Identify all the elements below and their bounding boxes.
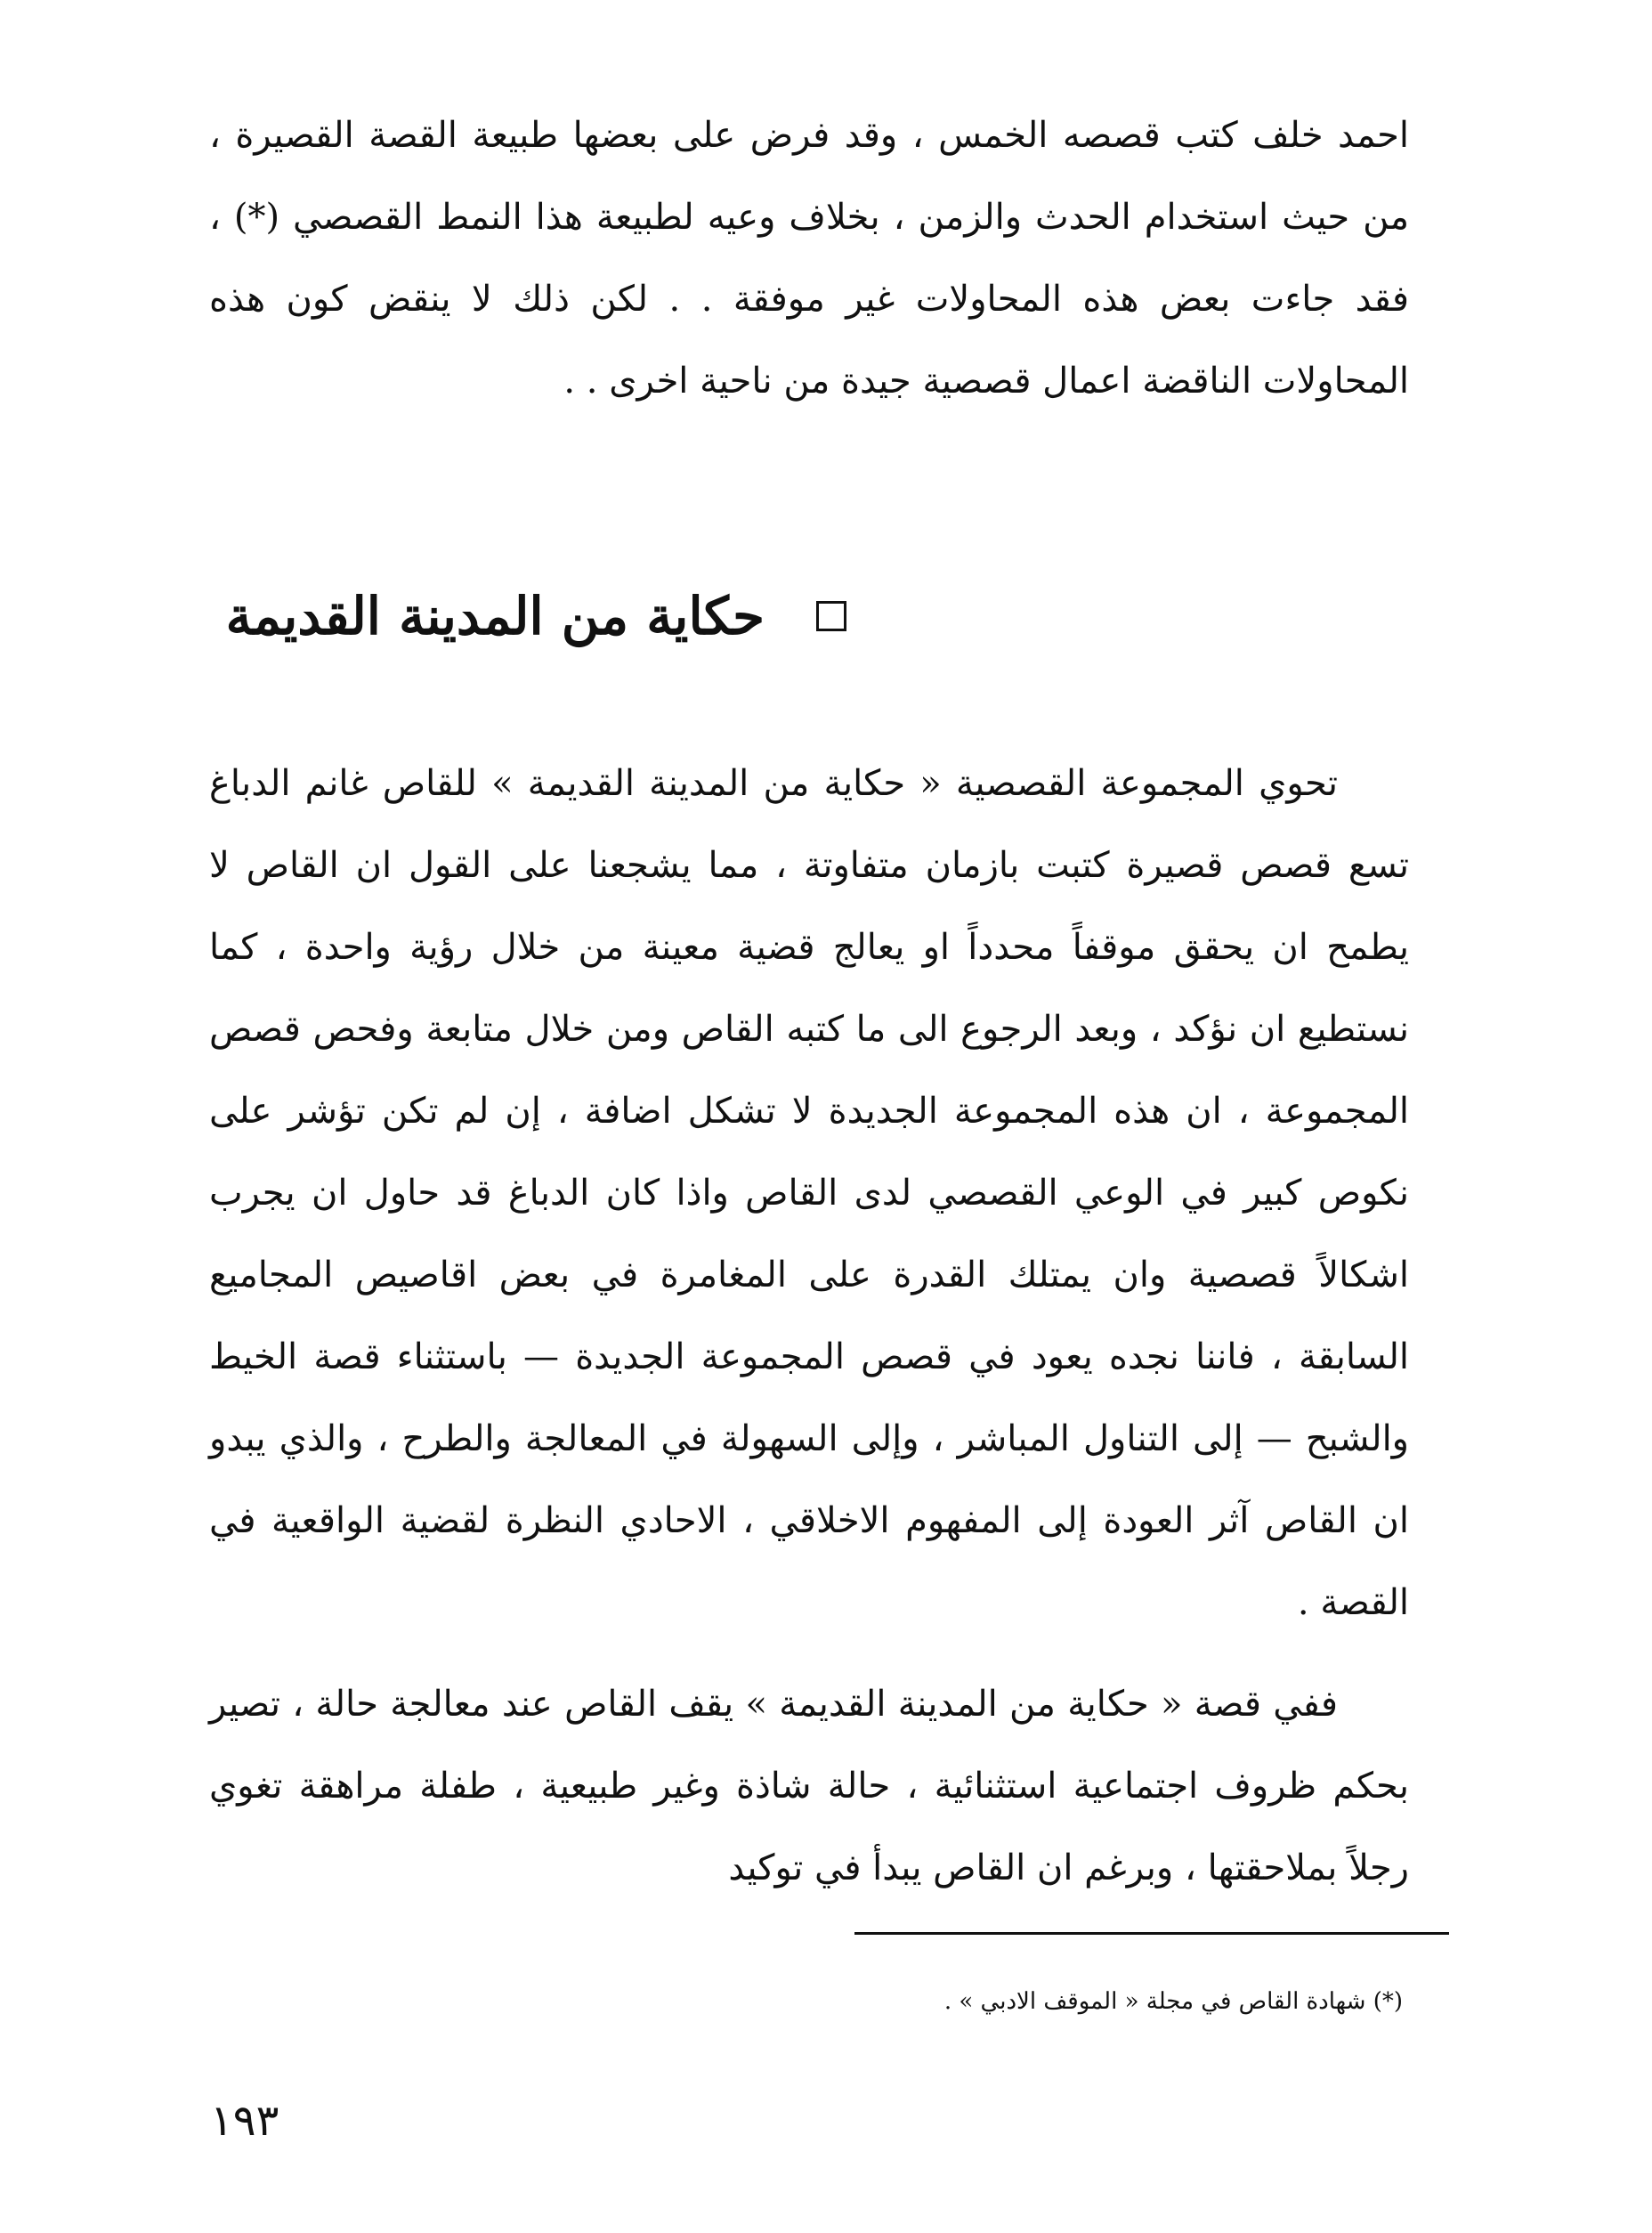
section-heading — [226, 581, 846, 652]
page-number: ١٩٣ — [210, 2096, 279, 2146]
section-title: حكاية من المدينة القديمة — [225, 586, 765, 646]
footnote: (*) شهادة القاص في مجلة « الموقف الادبي » . — [943, 1988, 1403, 2015]
body-paragraph-2: ففي قصة « حكاية من المدينة القديمة » يقف القاص عند معالجة حالة ، تصير بحكم ظروف اجتماعية استثنائية ، حالة شاذة وغير طبيعية ، طفلة مراهقة تغوي رجلاً بملاحقتها ، وبرغم ان القاص يبدأ في توكيد — [209, 1684, 1409, 1888]
body-paragraph-1: تحوي المجموعة القصصية « حكاية من المدينة القديمة » للقاص غانم الدباغ تسع قصص قصيرة كتبت بازمان متفاوتة ، مما يشجعنا على القول ان القاص لا يطمح ان يحقق موقفاً محدداً او يعالج قضية معينة من خلال رؤية واحدة ، كما نستطيع ان نؤكد ، وبعد الرجوع الى ما كتبه القاص ومن خلال متابعة وفحص قصص المجموعة ، ان هذه المجموعة الجديدة لا تشكل اضافة ، إن لم تكن تؤشر على نكوص كبير في الوعي القصصي لدى القاص واذا كان الدباغ قد حاول ان يجرب اشكالاً قصصية وان يمتلك القدرة على المغامرة في بعض اقاصيص المجاميع السابقة ، فاننا نجده يعود في قصص المجموعة الجديدة — باستثناء قصة الخيط والشبح — إلى التناول المباشر ، وإلى السهولة في المعالجة والطرح ، والذي يبدو ان القاص آثر العودة إلى المفهوم الاخلاقي ، الاحادي النظرة لقضية الواقعية في القصة . — [209, 763, 1409, 1623]
footnote-divider — [854, 1932, 1449, 1935]
intro-paragraph: احمد خلف كتب قصصه الخمس ، وقد فرض على بعضها طبيعة القصة القصيرة ، من حيث استخدام الحدث والزمن ، بخلاف وعيه لطبيعة هذا النمط القصصي (*) ، فقد جاءت بعض هذه المحاولات غير موفقة . . لكن ذلك لا ينقض كون هذه المحاولات الناقضة اعمال قصصية جيدة من ناحية اخرى . . — [209, 115, 1409, 402]
square-bullet-icon — [816, 601, 846, 631]
